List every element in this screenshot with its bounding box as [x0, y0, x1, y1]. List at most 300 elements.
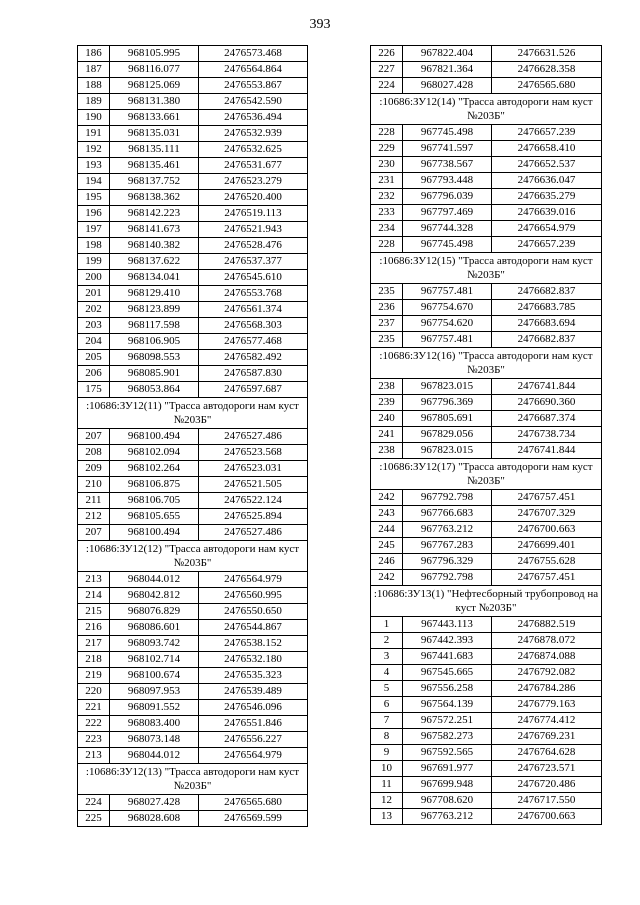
point-number: 242 — [371, 490, 403, 506]
coordinate-y: 2476707.329 — [492, 506, 602, 522]
coordinates-table-right — [370, 45, 602, 825]
section-header: :10686:ЗУ12(12) "Трасса автодороги нам куст №203Б" — [78, 541, 308, 572]
coordinate-x: 967691.977 — [403, 761, 492, 777]
table-row — [371, 729, 602, 745]
coordinate-y: 2476657.239 — [492, 237, 602, 253]
point-number: 208 — [78, 445, 110, 461]
coordinate-y: 2476874.088 — [492, 649, 602, 665]
table-row — [78, 588, 308, 604]
table-row — [78, 142, 308, 158]
point-number: 13 — [371, 809, 403, 825]
point-number: 1 — [371, 617, 403, 633]
table-row — [371, 697, 602, 713]
point-number: 175 — [78, 382, 110, 398]
point-number: 197 — [78, 222, 110, 238]
section-header: :10686:ЗУ13(1) "Нефтесборный трубопровод на куст №203Б" — [371, 586, 602, 617]
coordinate-y: 2476682.837 — [492, 284, 602, 300]
table-row — [78, 795, 308, 811]
section-header-row — [78, 398, 308, 429]
point-number: 232 — [371, 189, 403, 205]
table-row — [371, 46, 602, 62]
table-row — [78, 493, 308, 509]
coordinate-y: 2476539.489 — [199, 684, 308, 700]
coordinate-y: 2476565.680 — [492, 78, 602, 94]
point-number: 230 — [371, 157, 403, 173]
coordinate-x: 968117.598 — [110, 318, 199, 334]
section-header: :10686:ЗУ12(16) "Трасса автодороги нам куст №203Б" — [371, 348, 602, 379]
table-row — [371, 793, 602, 809]
coordinate-y: 2476519.113 — [199, 206, 308, 222]
section-header: :10686:ЗУ12(15) "Трасса автодороги нам куст №203Б" — [371, 253, 602, 284]
point-number: 224 — [78, 795, 110, 811]
table-row — [371, 538, 602, 554]
coordinate-y: 2476717.550 — [492, 793, 602, 809]
coordinate-y: 2476577.468 — [199, 334, 308, 350]
table-row — [371, 189, 602, 205]
coordinates-table-left — [77, 45, 308, 827]
coordinate-x: 967443.113 — [403, 617, 492, 633]
coordinate-x: 967796.369 — [403, 395, 492, 411]
coordinate-y: 2476631.526 — [492, 46, 602, 62]
coordinate-x: 968027.428 — [403, 78, 492, 94]
table-row — [78, 572, 308, 588]
table-row — [371, 316, 602, 332]
table-row — [78, 110, 308, 126]
coordinate-y: 2476564.979 — [199, 748, 308, 764]
coordinate-x: 968044.012 — [110, 572, 199, 588]
table-row — [78, 174, 308, 190]
coordinate-y: 2476779.163 — [492, 697, 602, 713]
coordinate-y: 2476556.227 — [199, 732, 308, 748]
table-row — [371, 173, 602, 189]
point-number: 195 — [78, 190, 110, 206]
table-row — [78, 716, 308, 732]
coordinate-x: 968105.995 — [110, 46, 199, 62]
coordinate-y: 2476699.401 — [492, 538, 602, 554]
coordinate-y: 2476723.571 — [492, 761, 602, 777]
table-row — [78, 62, 308, 78]
table-row — [371, 745, 602, 761]
table-row — [371, 554, 602, 570]
coordinate-y: 2476535.323 — [199, 668, 308, 684]
coordinate-y: 2476582.492 — [199, 350, 308, 366]
table-row — [371, 681, 602, 697]
table-row — [78, 46, 308, 62]
coordinate-y: 2476528.476 — [199, 238, 308, 254]
coordinate-x: 967763.212 — [403, 809, 492, 825]
point-number: 10 — [371, 761, 403, 777]
point-number: 207 — [78, 525, 110, 541]
coordinate-y: 2476532.939 — [199, 126, 308, 142]
table-row — [371, 665, 602, 681]
point-number: 241 — [371, 427, 403, 443]
point-number: 200 — [78, 270, 110, 286]
coordinate-x: 967823.015 — [403, 379, 492, 395]
coordinate-y: 2476527.486 — [199, 525, 308, 541]
table-row — [371, 777, 602, 793]
coordinate-y: 2476527.486 — [199, 429, 308, 445]
coordinate-x: 967829.056 — [403, 427, 492, 443]
point-number: 225 — [78, 811, 110, 827]
table-row — [371, 125, 602, 141]
point-number: 238 — [371, 443, 403, 459]
coordinate-x: 968135.031 — [110, 126, 199, 142]
coordinate-x: 968125.069 — [110, 78, 199, 94]
point-number: 228 — [371, 237, 403, 253]
table-row — [78, 604, 308, 620]
table-row — [78, 668, 308, 684]
coordinate-y: 2476569.599 — [199, 811, 308, 827]
coordinate-y: 2476561.374 — [199, 302, 308, 318]
coordinate-x: 968137.622 — [110, 254, 199, 270]
table-row — [78, 382, 308, 398]
table-row — [371, 141, 602, 157]
section-header-row — [78, 764, 308, 795]
coordinate-y: 2476538.152 — [199, 636, 308, 652]
table-row — [371, 205, 602, 221]
point-number: 244 — [371, 522, 403, 538]
coordinate-x: 968028.608 — [110, 811, 199, 827]
point-number: 206 — [78, 366, 110, 382]
coordinate-y: 2476635.279 — [492, 189, 602, 205]
coordinate-x: 967564.139 — [403, 697, 492, 713]
coordinate-y: 2476521.505 — [199, 477, 308, 493]
table-row — [371, 78, 602, 94]
coordinate-y: 2476741.844 — [492, 443, 602, 459]
section-header-row — [371, 348, 602, 379]
coordinate-y: 2476690.360 — [492, 395, 602, 411]
point-number: 213 — [78, 572, 110, 588]
point-number: 194 — [78, 174, 110, 190]
table-row — [78, 732, 308, 748]
coordinate-x: 967805.691 — [403, 411, 492, 427]
coordinate-y: 2476597.687 — [199, 382, 308, 398]
point-number: 234 — [371, 221, 403, 237]
table-row — [371, 633, 602, 649]
coordinate-x: 968123.899 — [110, 302, 199, 318]
table-row — [78, 477, 308, 493]
coordinate-x: 968134.041 — [110, 270, 199, 286]
coordinate-x: 967793.448 — [403, 173, 492, 189]
coordinate-y: 2476652.537 — [492, 157, 602, 173]
table-row — [371, 221, 602, 237]
coordinate-y: 2476525.894 — [199, 509, 308, 525]
coordinate-y: 2476687.374 — [492, 411, 602, 427]
coordinate-x: 967763.212 — [403, 522, 492, 538]
coordinate-x: 968085.901 — [110, 366, 199, 382]
table-row — [78, 620, 308, 636]
table-row — [78, 126, 308, 142]
coordinate-x: 968102.094 — [110, 445, 199, 461]
coordinate-x: 967754.620 — [403, 316, 492, 332]
section-header-row — [371, 459, 602, 490]
coordinate-x: 968100.494 — [110, 525, 199, 541]
point-number: 224 — [371, 78, 403, 94]
table-row — [371, 395, 602, 411]
coordinate-x: 968027.428 — [110, 795, 199, 811]
point-number: 216 — [78, 620, 110, 636]
coordinate-y: 2476639.016 — [492, 205, 602, 221]
table-row — [371, 570, 602, 586]
coordinate-x: 967745.498 — [403, 237, 492, 253]
point-number: 189 — [78, 94, 110, 110]
table-row — [371, 157, 602, 173]
point-number: 213 — [78, 748, 110, 764]
point-number: 9 — [371, 745, 403, 761]
table-row — [371, 649, 602, 665]
section-header-row — [371, 94, 602, 125]
table-row — [78, 222, 308, 238]
coordinate-x: 968129.410 — [110, 286, 199, 302]
point-number: 199 — [78, 254, 110, 270]
coordinate-y: 2476553.867 — [199, 78, 308, 94]
point-number: 238 — [371, 379, 403, 395]
table-row — [78, 302, 308, 318]
coordinate-y: 2476545.610 — [199, 270, 308, 286]
coordinate-y: 2476792.082 — [492, 665, 602, 681]
table-row — [78, 94, 308, 110]
point-number: 201 — [78, 286, 110, 302]
point-number: 187 — [78, 62, 110, 78]
table-row — [78, 254, 308, 270]
table-row — [78, 350, 308, 366]
table-row — [78, 636, 308, 652]
point-number: 240 — [371, 411, 403, 427]
coordinate-x: 968053.864 — [110, 382, 199, 398]
coordinate-y: 2476523.568 — [199, 445, 308, 461]
table-row — [371, 237, 602, 253]
coordinate-y: 2476551.846 — [199, 716, 308, 732]
coordinate-x: 967757.481 — [403, 284, 492, 300]
coordinate-x: 967592.565 — [403, 745, 492, 761]
table-row — [78, 190, 308, 206]
table-row — [371, 332, 602, 348]
table-row — [371, 522, 602, 538]
coordinate-x: 967823.015 — [403, 443, 492, 459]
point-number: 231 — [371, 173, 403, 189]
table-row — [78, 748, 308, 764]
table-row — [78, 158, 308, 174]
section-header-row — [371, 253, 602, 284]
coordinate-y: 2476532.625 — [199, 142, 308, 158]
coordinate-x: 967757.481 — [403, 332, 492, 348]
point-number: 233 — [371, 205, 403, 221]
table-row — [371, 62, 602, 78]
table-row — [371, 427, 602, 443]
coordinate-y: 2476757.451 — [492, 490, 602, 506]
point-number: 235 — [371, 332, 403, 348]
point-number: 220 — [78, 684, 110, 700]
point-number: 217 — [78, 636, 110, 652]
table-row — [78, 811, 308, 827]
table-row — [78, 78, 308, 94]
coordinate-x: 968086.601 — [110, 620, 199, 636]
coordinate-x: 967792.798 — [403, 570, 492, 586]
coordinate-x: 968097.953 — [110, 684, 199, 700]
point-number: 211 — [78, 493, 110, 509]
table-row — [78, 334, 308, 350]
point-number: 212 — [78, 509, 110, 525]
point-number: 226 — [371, 46, 403, 62]
coordinate-x: 967767.283 — [403, 538, 492, 554]
table-row — [78, 238, 308, 254]
table-row — [78, 206, 308, 222]
coordinate-x: 968098.553 — [110, 350, 199, 366]
section-header-row — [371, 586, 602, 617]
coordinate-y: 2476738.734 — [492, 427, 602, 443]
point-number: 219 — [78, 668, 110, 684]
point-number: 190 — [78, 110, 110, 126]
point-number: 8 — [371, 729, 403, 745]
point-number: 6 — [371, 697, 403, 713]
point-number: 218 — [78, 652, 110, 668]
coordinate-x: 968102.714 — [110, 652, 199, 668]
point-number: 193 — [78, 158, 110, 174]
section-header: :10686:ЗУ12(13) "Трасса автодороги нам куст №203Б" — [78, 764, 308, 795]
point-number: 203 — [78, 318, 110, 334]
section-header: :10686:ЗУ12(14) "Трасса автодороги нам куст №203Б" — [371, 94, 602, 125]
coordinate-x: 968131.380 — [110, 94, 199, 110]
section-header: :10686:ЗУ12(17) "Трасса автодороги нам куст №203Б" — [371, 459, 602, 490]
point-number: 236 — [371, 300, 403, 316]
point-number: 204 — [78, 334, 110, 350]
coordinate-y: 2476757.451 — [492, 570, 602, 586]
point-number: 223 — [78, 732, 110, 748]
coordinate-x: 968073.148 — [110, 732, 199, 748]
coordinate-y: 2476531.677 — [199, 158, 308, 174]
coordinate-y: 2476878.072 — [492, 633, 602, 649]
coordinate-y: 2476636.047 — [492, 173, 602, 189]
coordinate-x: 967582.273 — [403, 729, 492, 745]
coordinate-y: 2476769.231 — [492, 729, 602, 745]
coordinate-x: 968116.077 — [110, 62, 199, 78]
coordinate-y: 2476741.844 — [492, 379, 602, 395]
table-row — [371, 490, 602, 506]
coordinate-x: 967754.670 — [403, 300, 492, 316]
coordinate-x: 967556.258 — [403, 681, 492, 697]
section-header: :10686:ЗУ12(11) "Трасса автодороги нам куст №203Б" — [78, 398, 308, 429]
coordinate-y: 2476565.680 — [199, 795, 308, 811]
coordinate-x: 968140.382 — [110, 238, 199, 254]
coordinate-x: 968142.223 — [110, 206, 199, 222]
point-number: 243 — [371, 506, 403, 522]
coordinate-x: 968133.661 — [110, 110, 199, 126]
coordinate-x: 967822.404 — [403, 46, 492, 62]
point-number: 242 — [371, 570, 403, 586]
point-number: 186 — [78, 46, 110, 62]
coordinate-x: 968135.461 — [110, 158, 199, 174]
coordinate-x: 967442.393 — [403, 633, 492, 649]
coordinate-y: 2476628.358 — [492, 62, 602, 78]
point-number: 196 — [78, 206, 110, 222]
coordinate-y: 2476542.590 — [199, 94, 308, 110]
point-number: 227 — [371, 62, 403, 78]
table-row — [371, 761, 602, 777]
coordinate-x: 967744.328 — [403, 221, 492, 237]
point-number: 245 — [371, 538, 403, 554]
coordinate-x: 967821.364 — [403, 62, 492, 78]
coordinate-y: 2476550.650 — [199, 604, 308, 620]
point-number: 222 — [78, 716, 110, 732]
coordinate-y: 2476568.303 — [199, 318, 308, 334]
table-row — [371, 443, 602, 459]
table-row — [371, 379, 602, 395]
page-number: 393 — [309, 17, 331, 32]
table-row — [371, 809, 602, 825]
coordinate-x: 967545.665 — [403, 665, 492, 681]
point-number: 235 — [371, 284, 403, 300]
coordinate-y: 2476700.663 — [492, 809, 602, 825]
table-row — [371, 617, 602, 633]
point-number: 205 — [78, 350, 110, 366]
coordinate-y: 2476532.180 — [199, 652, 308, 668]
point-number: 202 — [78, 302, 110, 318]
point-number: 229 — [371, 141, 403, 157]
coordinate-x: 967796.039 — [403, 189, 492, 205]
point-number: 3 — [371, 649, 403, 665]
table-row — [371, 506, 602, 522]
coordinate-x: 968106.875 — [110, 477, 199, 493]
coordinate-y: 2476682.837 — [492, 332, 602, 348]
point-number: 215 — [78, 604, 110, 620]
coordinate-y: 2476553.768 — [199, 286, 308, 302]
coordinate-y: 2476523.031 — [199, 461, 308, 477]
table-row — [371, 284, 602, 300]
coordinate-y: 2476523.279 — [199, 174, 308, 190]
point-number: 5 — [371, 681, 403, 697]
coordinate-y: 2476536.494 — [199, 110, 308, 126]
point-number: 209 — [78, 461, 110, 477]
coordinate-y: 2476564.979 — [199, 572, 308, 588]
point-number: 210 — [78, 477, 110, 493]
table-row — [371, 300, 602, 316]
point-number: 237 — [371, 316, 403, 332]
table-row — [371, 713, 602, 729]
table-row — [78, 270, 308, 286]
point-number: 239 — [371, 395, 403, 411]
coordinate-y: 2476755.628 — [492, 554, 602, 570]
coordinate-y: 2476544.867 — [199, 620, 308, 636]
point-number: 4 — [371, 665, 403, 681]
coordinate-y: 2476573.468 — [199, 46, 308, 62]
coordinate-x: 967572.251 — [403, 713, 492, 729]
coordinate-y: 2476657.239 — [492, 125, 602, 141]
point-number: 207 — [78, 429, 110, 445]
table-row — [78, 286, 308, 302]
coordinate-x: 967699.948 — [403, 777, 492, 793]
point-number: 11 — [371, 777, 403, 793]
point-number: 188 — [78, 78, 110, 94]
table-row — [78, 366, 308, 382]
point-number: 214 — [78, 588, 110, 604]
point-number: 228 — [371, 125, 403, 141]
table-row — [78, 318, 308, 334]
coordinate-y: 2476564.864 — [199, 62, 308, 78]
point-number: 192 — [78, 142, 110, 158]
coordinate-x: 967745.498 — [403, 125, 492, 141]
point-number: 2 — [371, 633, 403, 649]
coordinate-y: 2476683.785 — [492, 300, 602, 316]
table-row — [78, 525, 308, 541]
coordinate-y: 2476520.400 — [199, 190, 308, 206]
coordinate-x: 968093.742 — [110, 636, 199, 652]
coordinate-y: 2476522.124 — [199, 493, 308, 509]
coordinate-x: 967796.329 — [403, 554, 492, 570]
point-number: 221 — [78, 700, 110, 716]
coordinate-x: 968100.674 — [110, 668, 199, 684]
coordinate-x: 967792.798 — [403, 490, 492, 506]
coordinate-y: 2476537.377 — [199, 254, 308, 270]
